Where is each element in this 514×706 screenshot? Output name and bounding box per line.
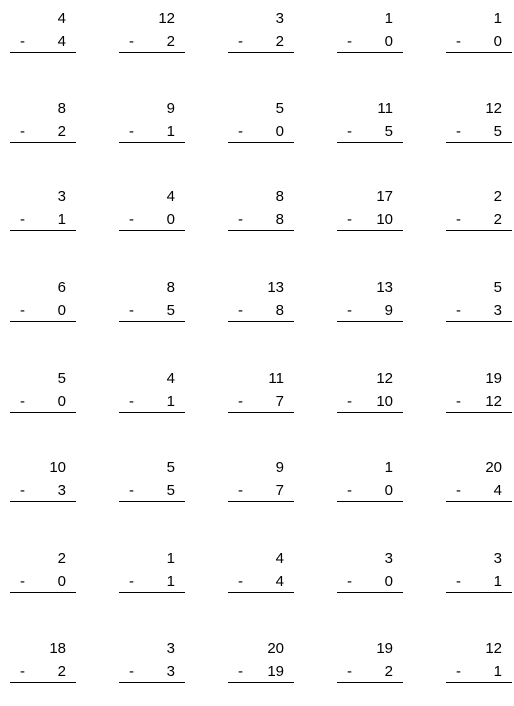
answer-line xyxy=(228,412,294,413)
subtrahend: 2 xyxy=(275,33,284,50)
subtrahend: 1 xyxy=(166,123,175,140)
minus-sign: - xyxy=(238,123,243,140)
answer-line xyxy=(119,412,185,413)
answer-line xyxy=(119,52,185,53)
subtraction-problem xyxy=(228,370,284,414)
answer-line xyxy=(337,52,403,53)
subtrahend: 5 xyxy=(493,123,502,140)
subtraction-problem xyxy=(337,370,393,414)
minus-sign: - xyxy=(456,663,461,680)
subtrahend: 19 xyxy=(267,663,284,680)
subtrahend: 2 xyxy=(166,33,175,50)
minus-sign: - xyxy=(20,211,25,228)
answer-line xyxy=(337,230,403,231)
minuend: 13 xyxy=(376,279,393,296)
minus-sign: - xyxy=(129,482,134,499)
minuend: 4 xyxy=(166,370,175,387)
answer-line xyxy=(337,592,403,593)
answer-line xyxy=(228,682,294,683)
minus-sign: - xyxy=(347,393,352,410)
minus-sign: - xyxy=(129,393,134,410)
minuend: 4 xyxy=(57,10,66,27)
minuend: 8 xyxy=(166,279,175,296)
answer-line xyxy=(228,501,294,502)
subtraction-problem xyxy=(337,279,393,323)
answer-line xyxy=(228,142,294,143)
subtrahend: 5 xyxy=(384,123,393,140)
answer-line xyxy=(10,412,76,413)
minuend: 13 xyxy=(267,279,284,296)
minuend: 17 xyxy=(376,188,393,205)
minus-sign: - xyxy=(20,123,25,140)
subtraction-problem xyxy=(446,188,502,232)
subtrahend: 0 xyxy=(57,393,66,410)
minuend: 1 xyxy=(493,10,502,27)
minus-sign: - xyxy=(238,302,243,319)
subtrahend: 5 xyxy=(166,482,175,499)
subtraction-problem xyxy=(446,100,502,144)
subtraction-problem xyxy=(228,640,284,684)
minus-sign: - xyxy=(20,33,25,50)
minus-sign: - xyxy=(456,302,461,319)
subtraction-problem xyxy=(10,279,66,323)
minus-sign: - xyxy=(238,393,243,410)
minuend: 5 xyxy=(166,459,175,476)
subtrahend: 1 xyxy=(57,211,66,228)
minus-sign: - xyxy=(238,33,243,50)
subtrahend: 2 xyxy=(384,663,393,680)
minuend: 3 xyxy=(493,550,502,567)
minus-sign: - xyxy=(20,573,25,590)
subtrahend: 4 xyxy=(493,482,502,499)
minus-sign: - xyxy=(20,482,25,499)
answer-line xyxy=(119,230,185,231)
subtrahend: 2 xyxy=(493,211,502,228)
minuend: 8 xyxy=(275,188,284,205)
minuend: 12 xyxy=(158,10,175,27)
minuend: 9 xyxy=(275,459,284,476)
answer-line xyxy=(228,230,294,231)
subtrahend: 0 xyxy=(275,123,284,140)
minus-sign: - xyxy=(129,573,134,590)
subtraction-problem xyxy=(119,370,175,414)
answer-line xyxy=(10,501,76,502)
minus-sign: - xyxy=(456,393,461,410)
subtraction-problem xyxy=(446,10,502,54)
answer-line xyxy=(446,142,512,143)
answer-line xyxy=(119,592,185,593)
minus-sign: - xyxy=(20,302,25,319)
answer-line xyxy=(119,321,185,322)
minuend: 1 xyxy=(384,10,393,27)
answer-line xyxy=(10,230,76,231)
answer-line xyxy=(10,142,76,143)
minuend: 2 xyxy=(57,550,66,567)
subtraction-problem xyxy=(10,10,66,54)
minuend: 6 xyxy=(57,279,66,296)
subtraction-problem xyxy=(337,188,393,232)
minus-sign: - xyxy=(347,123,352,140)
subtrahend: 10 xyxy=(376,211,393,228)
minuend: 18 xyxy=(49,640,66,657)
minuend: 2 xyxy=(493,188,502,205)
subtraction-problem xyxy=(119,459,175,503)
subtraction-problem xyxy=(446,279,502,323)
subtraction-problem xyxy=(228,550,284,594)
answer-line xyxy=(10,682,76,683)
subtraction-problem xyxy=(10,550,66,594)
minus-sign: - xyxy=(347,33,352,50)
subtrahend: 0 xyxy=(166,211,175,228)
answer-line xyxy=(446,501,512,502)
minus-sign: - xyxy=(20,663,25,680)
subtrahend: 1 xyxy=(493,663,502,680)
subtraction-problem xyxy=(228,279,284,323)
answer-line xyxy=(119,501,185,502)
minus-sign: - xyxy=(129,123,134,140)
subtraction-problem xyxy=(10,370,66,414)
answer-line xyxy=(446,321,512,322)
answer-line xyxy=(10,52,76,53)
subtraction-problem xyxy=(337,10,393,54)
subtraction-problem xyxy=(446,370,502,414)
subtraction-problem xyxy=(10,100,66,144)
subtraction-problem xyxy=(337,100,393,144)
answer-line xyxy=(228,592,294,593)
subtraction-problem xyxy=(119,100,175,144)
answer-line xyxy=(228,52,294,53)
minus-sign: - xyxy=(456,33,461,50)
subtrahend: 12 xyxy=(485,393,502,410)
answer-line xyxy=(446,412,512,413)
minus-sign: - xyxy=(129,211,134,228)
minuend: 9 xyxy=(166,100,175,117)
minuend: 11 xyxy=(268,370,284,387)
answer-line xyxy=(337,142,403,143)
minus-sign: - xyxy=(347,302,352,319)
subtrahend: 8 xyxy=(275,302,284,319)
subtraction-problem xyxy=(119,550,175,594)
minus-sign: - xyxy=(456,123,461,140)
subtraction-problem xyxy=(446,640,502,684)
subtraction-problem xyxy=(119,640,175,684)
minuend: 4 xyxy=(275,550,284,567)
minuend: 5 xyxy=(493,279,502,296)
minuend: 3 xyxy=(166,640,175,657)
subtrahend: 4 xyxy=(57,33,66,50)
answer-line xyxy=(446,592,512,593)
minus-sign: - xyxy=(347,573,352,590)
minus-sign: - xyxy=(238,211,243,228)
minuend: 19 xyxy=(485,370,502,387)
minuend: 1 xyxy=(166,550,175,567)
subtraction-problem xyxy=(228,459,284,503)
subtraction-problem xyxy=(119,10,175,54)
minus-sign: - xyxy=(347,211,352,228)
subtrahend: 3 xyxy=(493,302,502,319)
minuend: 5 xyxy=(275,100,284,117)
answer-line xyxy=(10,592,76,593)
subtraction-problem xyxy=(10,188,66,232)
subtrahend: 9 xyxy=(384,302,393,319)
minus-sign: - xyxy=(456,573,461,590)
minuend: 12 xyxy=(485,640,502,657)
subtrahend: 0 xyxy=(57,302,66,319)
minuend: 10 xyxy=(49,459,66,476)
subtraction-problem xyxy=(228,188,284,232)
minuend: 3 xyxy=(384,550,393,567)
minuend: 5 xyxy=(57,370,66,387)
minus-sign: - xyxy=(20,393,25,410)
minuend: 1 xyxy=(384,459,393,476)
minus-sign: - xyxy=(129,302,134,319)
subtraction-problem xyxy=(10,640,66,684)
minuend: 19 xyxy=(376,640,393,657)
subtraction-problem xyxy=(228,10,284,54)
answer-line xyxy=(119,142,185,143)
subtraction-problem xyxy=(337,459,393,503)
subtrahend: 0 xyxy=(57,573,66,590)
minus-sign: - xyxy=(456,482,461,499)
answer-line xyxy=(446,52,512,53)
answer-line xyxy=(337,501,403,502)
subtraction-problem xyxy=(228,100,284,144)
minus-sign: - xyxy=(347,482,352,499)
minuend: 20 xyxy=(267,640,284,657)
subtrahend: 3 xyxy=(57,482,66,499)
subtrahend: 1 xyxy=(166,573,175,590)
answer-line xyxy=(446,230,512,231)
answer-line xyxy=(10,321,76,322)
minuend: 12 xyxy=(485,100,502,117)
subtraction-problem xyxy=(446,459,502,503)
subtrahend: 0 xyxy=(384,33,393,50)
minus-sign: - xyxy=(129,33,134,50)
minuend: 3 xyxy=(275,10,284,27)
subtraction-problem xyxy=(337,640,393,684)
answer-line xyxy=(446,682,512,683)
subtrahend: 1 xyxy=(493,573,502,590)
minus-sign: - xyxy=(238,663,243,680)
subtrahend: 7 xyxy=(275,393,284,410)
minuend: 3 xyxy=(57,188,66,205)
subtrahend: 8 xyxy=(275,211,284,228)
minus-sign: - xyxy=(238,482,243,499)
minus-sign: - xyxy=(347,663,352,680)
answer-line xyxy=(337,682,403,683)
minuend: 8 xyxy=(57,100,66,117)
subtrahend: 1 xyxy=(166,393,175,410)
subtraction-problem xyxy=(446,550,502,594)
subtraction-problem xyxy=(119,279,175,323)
answer-line xyxy=(337,321,403,322)
subtraction-problem xyxy=(119,188,175,232)
subtrahend: 2 xyxy=(57,123,66,140)
subtraction-problem xyxy=(337,550,393,594)
subtrahend: 3 xyxy=(166,663,175,680)
subtrahend: 2 xyxy=(57,663,66,680)
subtrahend: 0 xyxy=(384,573,393,590)
subtrahend: 0 xyxy=(384,482,393,499)
minuend: 4 xyxy=(166,188,175,205)
subtrahend: 4 xyxy=(275,573,284,590)
minus-sign: - xyxy=(238,573,243,590)
minuend: 12 xyxy=(376,370,393,387)
subtrahend: 7 xyxy=(275,482,284,499)
subtrahend: 5 xyxy=(166,302,175,319)
subtraction-problem xyxy=(10,459,66,503)
subtrahend: 10 xyxy=(376,393,393,410)
answer-line xyxy=(337,412,403,413)
subtrahend: 0 xyxy=(493,33,502,50)
minus-sign: - xyxy=(129,663,134,680)
answer-line xyxy=(228,321,294,322)
minuend: 20 xyxy=(485,459,502,476)
minus-sign: - xyxy=(456,211,461,228)
minuend: 11 xyxy=(377,100,393,117)
answer-line xyxy=(119,682,185,683)
